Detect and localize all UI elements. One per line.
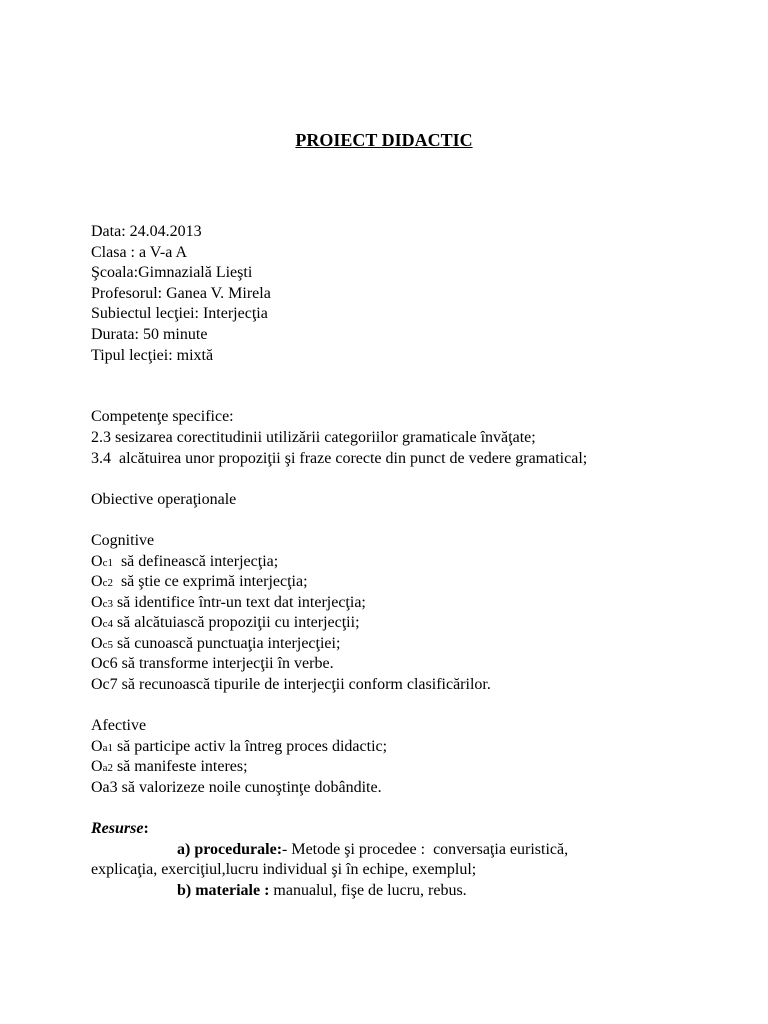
objective-item (91, 737, 731, 758)
objective-code-sub: c1 (102, 556, 113, 569)
objective-code: Oa3 (91, 779, 118, 797)
resurse-colon: : (143, 820, 149, 838)
objective-code-sub: c5 (102, 638, 113, 651)
objective-item (91, 654, 731, 675)
objective-item (91, 572, 731, 593)
spacer (91, 469, 731, 490)
info-class: Clasa : a V-a A (91, 243, 187, 261)
info-lesson-type: Tipul lecţiei: mixtă (91, 346, 214, 364)
objective-item (91, 778, 731, 799)
objective-code: O (91, 737, 103, 755)
objective-code-sub: c3 (102, 597, 113, 610)
objective-item (91, 634, 731, 655)
page-title: PROIECT DIDACTIC (295, 130, 473, 150)
obiective-heading: Obiective operaţionale (91, 490, 237, 508)
resurse-procedurale-line (91, 840, 731, 861)
spacer (91, 696, 731, 717)
resurse-heading-line (91, 819, 731, 840)
objective-code-sub: c4 (102, 618, 113, 631)
info-teacher: Profesorul: Ganea V. Mirela (91, 284, 271, 302)
objective-item (91, 613, 731, 634)
spacer (91, 366, 731, 407)
objective-text: să transforme interjecţii în verbe. (117, 655, 334, 673)
objective-text: să manifeste interes; (112, 758, 248, 776)
objective-code: O (91, 573, 103, 591)
spacer (91, 510, 731, 531)
objective-code: O (91, 614, 103, 632)
objective-item (91, 757, 731, 778)
competenta-item: 3.4 alcătuirea unor propoziţii şi fraze corecte din punct de vedere gramatical; (91, 449, 588, 467)
objective-code: Oc7 (91, 676, 118, 694)
spacer (91, 799, 731, 820)
competente-heading: Competenţe specifice: (91, 408, 234, 426)
objective-text: să identifice într-un text dat interjecţia; (112, 593, 366, 611)
materiale-label: b) materiale : (177, 882, 270, 899)
objective-code-sub: a1 (102, 741, 113, 754)
objective-text: să alcătuiască propoziţii cu interjecţii; (112, 614, 360, 632)
resurse-procedurale-continuation: explicaţia, exerciţiul,lucru individual şi în echipe, exemplul; (91, 861, 477, 879)
objective-code-sub: c2 (102, 577, 113, 590)
cognitive-heading: Cognitive (91, 531, 155, 549)
objective-text: să valorizeze noile cunoştinţe dobândite. (117, 779, 382, 797)
objective-text: să definească interjecţia; (112, 552, 279, 570)
objective-item (91, 675, 731, 696)
objective-code: O (91, 552, 103, 570)
objective-code: Oc6 (91, 655, 118, 673)
objective-code-sub: a2 (102, 762, 113, 775)
info-school: Şcoala:Gimnazială Lieşti (91, 264, 253, 282)
afective-heading: Afective (91, 717, 147, 735)
objective-code: O (91, 758, 103, 776)
procedurale-text: - Metode şi procedee : conversaţia euristică, (282, 840, 569, 858)
procedurale-label: a) procedurale: (177, 840, 283, 858)
objective-code: O (91, 634, 103, 652)
info-subject: Subiectul lecţiei: Interjecţia (91, 305, 268, 323)
objective-code: O (91, 593, 103, 611)
objective-item (91, 593, 731, 614)
objective-text: să recunoască tipurile de interjecţii conform clasificărilor. (117, 676, 491, 694)
resurse-materiale-line (91, 881, 731, 902)
info-date: Data: 24.04.2013 (91, 223, 202, 240)
objective-text: să participe activ la întreg proces didactic; (112, 737, 388, 755)
resurse-heading: Resurse (91, 820, 144, 838)
objective-text: să cunoască punctuaţia interjecţiei; (112, 634, 341, 652)
document-body (91, 222, 731, 902)
materiale-text: manualul, fişe de lucru, rebus. (269, 882, 467, 899)
objective-item (91, 552, 731, 573)
info-duration: Durata: 50 minute (91, 325, 208, 343)
objective-text: să ştie ce exprimă interjecţia; (112, 573, 308, 591)
competenta-item: 2.3 sesizarea corectitudinii utilizării categoriilor gramaticale învăţate; (91, 428, 536, 446)
